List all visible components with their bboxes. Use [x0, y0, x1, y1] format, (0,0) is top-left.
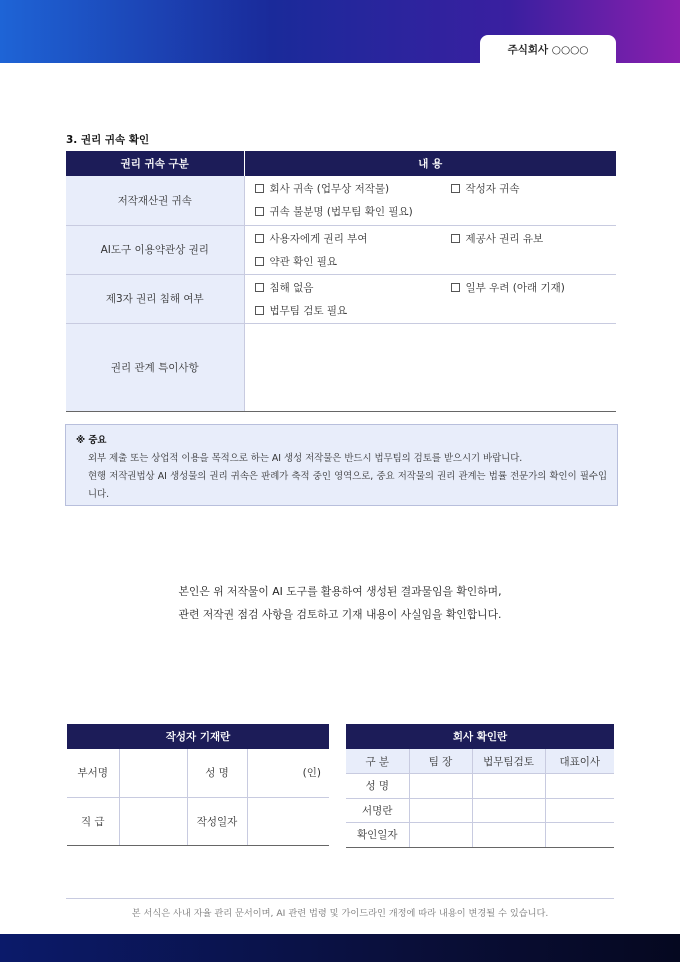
cell-field[interactable]: [472, 823, 545, 848]
checkbox-option[interactable]: 약관 확인 필요: [255, 254, 451, 269]
important-notice: [65, 424, 618, 506]
cell-field[interactable]: [545, 798, 614, 823]
checkbox-icon[interactable]: [451, 184, 460, 193]
checkbox-icon[interactable]: [451, 283, 460, 292]
rank-label: 직 급: [67, 797, 119, 845]
cell-field[interactable]: [545, 774, 614, 799]
table-row: [346, 749, 614, 774]
confirmation-line-1: 본인은 위 저작물이 AI 도구를 활용하여 생성된 결과물임을 확인하며,: [178, 585, 502, 598]
row-label-third-party: 제3자 권리 침해 여부: [66, 274, 244, 323]
checkbox-option[interactable]: 침해 없음: [255, 280, 451, 295]
row-label-ai-terms: AI도구 이용약관상 권리: [66, 225, 244, 274]
table-row: [346, 774, 614, 799]
checkbox-option[interactable]: 법무팀 검토 필요: [255, 303, 451, 318]
checkbox-option[interactable]: 회사 귀속 (업무상 저작물): [255, 181, 451, 196]
name-label: 성 명: [187, 749, 247, 797]
cell-field[interactable]: [409, 823, 472, 848]
checkbox-option[interactable]: 사용자에게 권리 부여: [255, 231, 451, 246]
table-row: [67, 749, 329, 797]
date-label: 작성일자: [187, 797, 247, 845]
notice-line: 현행 저작권법상 AI 생성물의 권리 귀속은 판례가 축적 중인 영역으로, 중요 저작물의 권리 관계는 법률 전문가의 확인이 필수입니다.: [88, 471, 607, 500]
checkbox-icon[interactable]: [255, 184, 264, 193]
confirmation-line-2: 관련 저작권 점검 사항을 검토하고 기재 내용이 사실임을 확인합니다.: [178, 608, 502, 621]
footer-note: 본 서식은 사내 자율 관리 문서이며, AI 관련 법령 및 가이드라인 개정에 따라 내용이 변경될 수 있습니다.: [131, 908, 549, 919]
row-label-economic-rights: 저작재산권 귀속: [66, 176, 244, 225]
cell-field[interactable]: [409, 774, 472, 799]
column-header: 팀 장: [409, 749, 472, 774]
author-signature-table: [67, 724, 329, 846]
rank-field[interactable]: [119, 797, 187, 845]
author-box-title: 작성자 기재란: [67, 724, 329, 749]
column-header: 대표이사: [545, 749, 614, 774]
cell-field[interactable]: [472, 798, 545, 823]
row-label: 서명란: [346, 798, 409, 823]
notice-line: 외부 제출 또는 상업적 이용을 목적으로 하는 AI 생성 저작물은 반드시 법무팀의 검토를 받으시기 바랍니다.: [88, 453, 523, 464]
checkbox-icon[interactable]: [255, 257, 264, 266]
rights-table: [66, 151, 616, 412]
company-name: 주식회사 ○○○○: [507, 43, 589, 56]
row-label-special-notes: 권리 관계 특이사항: [66, 323, 244, 411]
dept-field[interactable]: [119, 749, 187, 797]
table-row: [66, 176, 616, 225]
cell-field[interactable]: [545, 823, 614, 848]
dept-label: 부서명: [67, 749, 119, 797]
checkbox-icon[interactable]: [255, 234, 264, 243]
company-approval-table: [346, 724, 614, 848]
seal-field[interactable]: (인): [247, 749, 329, 797]
cell-field[interactable]: [472, 774, 545, 799]
column-header: 구 분: [346, 749, 409, 774]
checkbox-icon[interactable]: [255, 306, 264, 315]
rights-header-content: 내 용: [244, 151, 616, 176]
notice-title: ※ 중요: [76, 435, 107, 446]
footer-band: [0, 934, 680, 962]
checkbox-option[interactable]: 일부 우려 (아래 기재): [451, 280, 617, 295]
table-row: [346, 823, 614, 848]
checkbox-option[interactable]: 작성자 귀속: [451, 181, 617, 196]
table-row: [346, 798, 614, 823]
company-name-tab: [480, 35, 616, 63]
company-box-title: 회사 확인란: [346, 724, 614, 749]
row-label: 확인일자: [346, 823, 409, 848]
table-row: [66, 323, 616, 411]
table-row: [67, 797, 329, 845]
rights-header-category: 권리 귀속 구분: [66, 151, 244, 176]
table-row: [66, 225, 616, 274]
footer-divider: [66, 898, 614, 899]
table-row: [66, 274, 616, 323]
date-field[interactable]: [247, 797, 329, 845]
confirmation-statement: [0, 580, 680, 626]
row-label: 성 명: [346, 774, 409, 799]
special-notes-field[interactable]: [244, 323, 616, 411]
checkbox-icon[interactable]: [451, 234, 460, 243]
checkbox-option[interactable]: 제공사 권리 유보: [451, 231, 617, 246]
cell-field[interactable]: [409, 798, 472, 823]
column-header: 법무팀검토: [472, 749, 545, 774]
checkbox-icon[interactable]: [255, 207, 264, 216]
checkbox-option[interactable]: 귀속 불분명 (법무팀 확인 필요): [255, 204, 451, 219]
section-title: 3. 권리 귀속 확인: [66, 134, 150, 146]
checkbox-icon[interactable]: [255, 283, 264, 292]
